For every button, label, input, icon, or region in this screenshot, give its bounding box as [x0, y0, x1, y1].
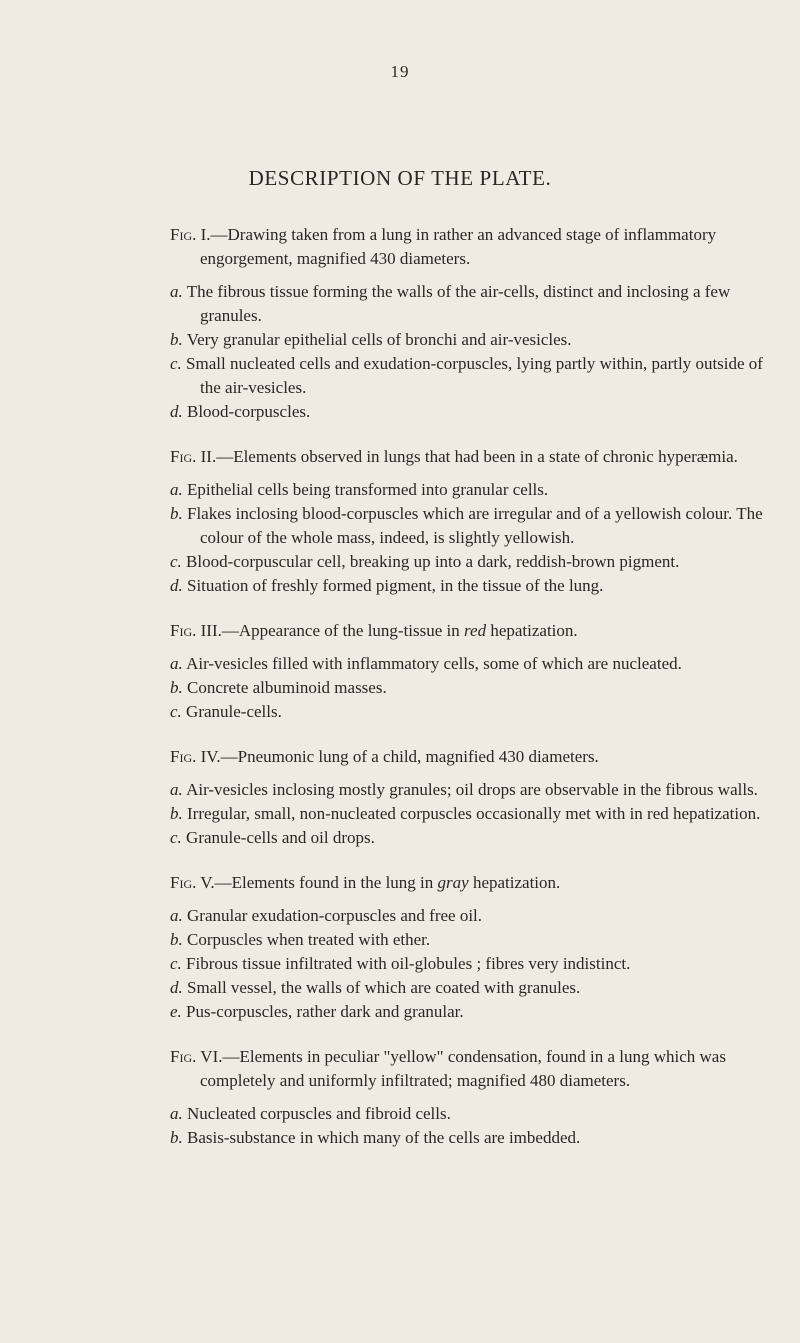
list-item: [170, 1126, 770, 1150]
item-letter: c.: [170, 702, 182, 721]
list-item: [170, 652, 770, 676]
item-letter: b.: [170, 804, 183, 823]
page-title: DESCRIPTION OF THE PLATE.: [248, 166, 552, 190]
item-text: Small nucleated cells and exudation-corpuscles, lying partly within, partly outside of the air-vesicles.: [186, 354, 763, 397]
caption-text: —Elements found in the lung in: [214, 873, 438, 892]
list-item: [170, 700, 770, 724]
list-item: [170, 928, 770, 952]
list-item: [170, 400, 770, 424]
figure-3: [170, 619, 770, 724]
figure-caption: [170, 871, 770, 895]
item-text: Granule-cells and oil drops.: [186, 828, 375, 847]
figure-caption: [170, 445, 770, 469]
figure-1: [170, 223, 770, 424]
item-letter: b.: [170, 504, 183, 523]
item-text: Blood-corpuscular cell, breaking up into a dark, reddish-brown pigment.: [186, 552, 680, 571]
item-letter: d.: [170, 978, 183, 997]
list-item: [170, 574, 770, 598]
item-letter: a.: [170, 1104, 183, 1123]
item-letter: a.: [170, 480, 183, 499]
item-text: Pus-corpuscles, rather dark and granular.: [186, 1002, 464, 1021]
figure-label: Fig. I.: [170, 225, 211, 244]
item-text: Air-vesicles inclosing mostly granules; oil drops are observable in the fibrous walls.: [186, 780, 758, 799]
item-text: Basis-substance in which many of the cells are imbedded.: [187, 1128, 581, 1147]
figure-label: Fig. V.: [170, 873, 215, 892]
caption-text: —Appearance of the lung-tissue in: [221, 621, 465, 640]
list-item: [170, 478, 770, 502]
item-text: Situation of freshly formed pigment, in the tissue of the lung.: [187, 576, 604, 595]
figure-6: [170, 1045, 770, 1150]
page-number: 19: [390, 62, 410, 81]
figure-caption: [170, 223, 770, 271]
list-item: [170, 280, 770, 328]
item-letter: e.: [170, 1002, 182, 1021]
list-item: [170, 550, 770, 574]
caption-text-end: hepatization.: [486, 621, 578, 640]
figure-4: [170, 745, 770, 850]
item-text: Flakes inclosing blood-corpuscles which are irregular and of a yellowish colour. The colour of the whole mass, indeed, is slightly yellowish.: [187, 504, 763, 547]
caption-text: —Pneumonic lung of a child, magnified 430 diameters.: [220, 747, 599, 766]
list-item: [170, 502, 770, 550]
caption-text: —Elements observed in lungs that had been in a state of chronic hyperæmia.: [216, 447, 738, 466]
item-text: Fibrous tissue infiltrated with oil-globules ; fibres very indistinct.: [186, 954, 631, 973]
item-letter: b.: [170, 930, 183, 949]
item-text: Air-vesicles filled with inflammatory cells, some of which are nucleated.: [186, 654, 682, 673]
item-letter: b.: [170, 330, 183, 349]
figure-label: Fig. IV.: [170, 747, 221, 766]
item-letter: a.: [170, 282, 183, 301]
caption-text-end: hepatization.: [468, 873, 561, 892]
item-text: Granular exudation-corpuscles and free oil.: [187, 906, 483, 925]
list-item: [170, 778, 770, 802]
list-item: [170, 826, 770, 850]
figure-caption: [170, 1045, 770, 1093]
item-letter: d.: [170, 576, 183, 595]
item-letter: c.: [170, 954, 182, 973]
item-letter: a.: [170, 654, 183, 673]
list-item: [170, 1000, 770, 1024]
figure-label: Fig. VI.: [170, 1047, 223, 1066]
item-letter: c.: [170, 828, 182, 847]
item-letter: a.: [170, 780, 183, 799]
item-letter: c.: [170, 354, 182, 373]
list-item: [170, 352, 770, 400]
caption-emphasis: gray: [437, 873, 469, 892]
item-text: Concrete albuminoid masses.: [187, 678, 387, 697]
item-letter: d.: [170, 402, 183, 421]
item-text: The fibrous tissue forming the walls of the air-cells, distinct and inclosing a few granules.: [186, 282, 731, 325]
caption-text: —Elements in peculiar "yellow" condensation, found in a lung which was completely and uniformly infiltrated; magnified 480 diameters.: [200, 1047, 726, 1090]
list-item: [170, 904, 770, 928]
list-item: [170, 976, 770, 1000]
figure-label: Fig. III.: [170, 621, 222, 640]
list-item: [170, 676, 770, 700]
list-item: [170, 1102, 770, 1126]
item-text: Granule-cells.: [186, 702, 282, 721]
item-text: Very granular epithelial cells of bronchi and air-vesicles.: [186, 330, 572, 349]
plate-description: [170, 223, 770, 1171]
item-text: Small vessel, the walls of which are coated with granules.: [187, 978, 581, 997]
figure-label: Fig. II.: [170, 447, 217, 466]
caption-text: —Drawing taken from a lung in rather an advanced stage of inflammatory engorgement, magnified 430 diameters.: [200, 225, 717, 268]
caption-emphasis: red: [464, 621, 487, 640]
figure-5: [170, 871, 770, 1024]
item-letter: c.: [170, 552, 182, 571]
figure-2: [170, 445, 770, 598]
figure-caption: [170, 745, 770, 769]
item-text: Nucleated corpuscles and fibroid cells.: [187, 1104, 451, 1123]
item-letter: a.: [170, 906, 183, 925]
figure-caption: [170, 619, 770, 643]
item-text: Blood-corpuscles.: [187, 402, 311, 421]
item-letter: b.: [170, 1128, 183, 1147]
item-text: Epithelial cells being transformed into granular cells.: [187, 480, 549, 499]
item-text: Irregular, small, non-nucleated corpuscles occasionally met with in red hepatization.: [187, 804, 761, 823]
list-item: [170, 952, 770, 976]
list-item: [170, 802, 770, 826]
item-letter: b.: [170, 678, 183, 697]
list-item: [170, 328, 770, 352]
item-text: Corpuscles when treated with ether.: [187, 930, 431, 949]
